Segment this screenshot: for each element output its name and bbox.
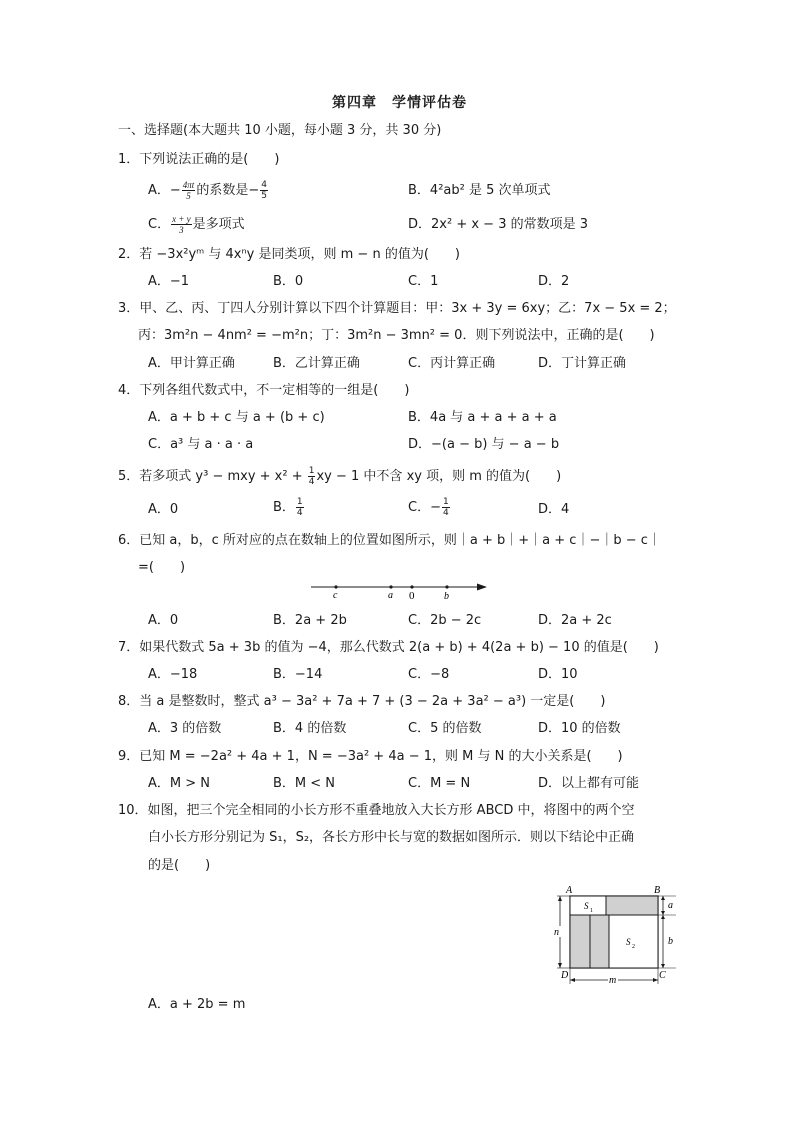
q9-option-a: A．M > N bbox=[148, 776, 210, 791]
q4-stem: 4．下列各组代数式中，不一定相等的一组是( ) bbox=[118, 383, 410, 398]
q4-option-a: A．a + b + c 与 a + (b + c) bbox=[148, 410, 325, 425]
q6-stem-line1: 6．已知 a，b，c 所对应的点在数轴上的位置如图所示，则｜a + b｜+｜a + c｜−｜b − c｜ bbox=[118, 533, 661, 548]
q5-option-a: A．0 bbox=[148, 502, 179, 517]
q8-option-b: B．4 的倍数 bbox=[273, 721, 347, 736]
section-heading: 一、选择题(本大题共 10 小题，每小题 3 分，共 30 分) bbox=[118, 123, 442, 138]
q1-option-d: D．2x² + x − 3 的常数项是 3 bbox=[408, 217, 589, 232]
q3-option-a: A．甲计算正确 bbox=[148, 356, 235, 371]
q8-stem: 8．当 a 是整数时，整式 a³ − 3a² + 7a + 7 + (3 − 2a + 3a² − a³) 一定是( ) bbox=[118, 694, 606, 709]
point-a-label: a bbox=[388, 590, 393, 601]
q2-option-a: A．−1 bbox=[148, 274, 190, 289]
q9-option-c: C．M = N bbox=[408, 776, 471, 791]
q1-option-c: C． $\frac{x + y}{3}$ 是多项式 bbox=[148, 214, 245, 235]
q10-stem-line3: 的是( ) bbox=[148, 858, 211, 873]
q3-stem-line1: 3．甲、乙、丙、丁四人分别计算以下四个计算题目：甲：3x + 3y = 6xy；乙：7x − 5x = 2； bbox=[118, 301, 676, 316]
number-line-figure bbox=[305, 578, 490, 604]
q2-stem: 2．若 −3x²yᵐ 与 4xⁿy 是同类项，则 m − n 的值为( ) bbox=[118, 247, 460, 262]
dim-m-label: m bbox=[609, 975, 617, 986]
dim-b-label: b bbox=[668, 936, 673, 947]
q9-option-b: B．M < N bbox=[273, 776, 336, 791]
s2-subscript: 2 bbox=[632, 944, 635, 950]
q4-option-d: D．−(a − b) 与 − a − b bbox=[408, 437, 560, 452]
q8-option-a: A．3 的倍数 bbox=[148, 721, 222, 736]
q6-option-a: A．0 bbox=[148, 613, 179, 628]
q10-option-a: A．a + 2b = m bbox=[148, 997, 246, 1012]
s1-label: S bbox=[584, 901, 589, 911]
q3-option-c: C．丙计算正确 bbox=[408, 356, 496, 371]
q7-option-b: B．−14 bbox=[273, 667, 323, 682]
q10-stem-line2: 白小长方形分别记为 S₁，S₂，各长方形中长与宽的数据如图所示．则以下结论中正确 bbox=[148, 830, 635, 845]
dim-n-label: n bbox=[554, 927, 559, 938]
q9-option-d: D．以上都有可能 bbox=[538, 776, 640, 791]
q5-option-b: B． $\frac{1}{4}$ bbox=[273, 497, 303, 518]
q7-option-d: D．10 bbox=[538, 667, 578, 682]
q6-option-b: B．2a + 2b bbox=[273, 613, 347, 628]
q2-option-b: B．0 bbox=[273, 274, 304, 289]
q7-option-a: A．−18 bbox=[148, 667, 198, 682]
q7-option-c: C．−8 bbox=[408, 667, 450, 682]
corner-b-label: B bbox=[654, 885, 661, 896]
corner-d-label: D bbox=[561, 970, 569, 981]
q1-stem: 1．下列说法正确的是( ) bbox=[118, 152, 280, 167]
s1-subscript: 1 bbox=[590, 908, 593, 914]
q2-option-c: C．1 bbox=[408, 274, 439, 289]
point-b-label: b bbox=[444, 591, 449, 602]
q4-option-c: C．a³ 与 a · a · a bbox=[148, 437, 254, 452]
q5-option-d: D．4 bbox=[538, 502, 570, 517]
origin-label: 0 bbox=[409, 590, 415, 602]
point-c-label: c bbox=[333, 590, 338, 601]
q8-option-c: C．5 的倍数 bbox=[408, 721, 482, 736]
q3-option-b: B．乙计算正确 bbox=[273, 356, 360, 371]
q1-option-a: A．− $\frac{4\pi t}{5}$ 的系数是− $\frac{4}{5}$ bbox=[148, 180, 267, 201]
q1-option-b: B．4²ab² 是 5 次单项式 bbox=[408, 183, 551, 198]
q8-option-d: D．10 的倍数 bbox=[538, 721, 621, 736]
q7-stem: 7．如果代数式 5a + 3b 的值为 −4，那么代数式 2(a + b) + 4(2a + b) − 10 的值是( ) bbox=[118, 640, 659, 655]
q9-stem: 9．已知 M = −2a² + 4a + 1，N = −3a² + 4a − 1，则 M 与 N 的大小关系是( ) bbox=[118, 749, 623, 764]
page-title: 第四章 学情评估卷 bbox=[332, 95, 467, 111]
q6-option-c: C．2b − 2c bbox=[408, 613, 482, 628]
q4-option-b: B．4a 与 a + a + a + a bbox=[408, 410, 557, 425]
q6-option-d: D．2a + 2c bbox=[538, 613, 612, 628]
q5-stem: 5．若多项式 y³ − mxy + x² + $\frac{1}{4}$ xy − 1 中不含 xy 项，则 m 的值为( ) bbox=[118, 466, 562, 487]
q3-option-d: D．丁计算正确 bbox=[538, 356, 627, 371]
dim-a-label: a bbox=[668, 900, 673, 911]
rectangle-abcd-figure bbox=[548, 882, 688, 988]
s2-label: S bbox=[626, 937, 631, 947]
q3-stem-line2: 丙：3m²n − 4nm² = −m²n；丁：3m²n − 3mn² = 0．则下列说法中，正确的是( ) bbox=[138, 328, 655, 343]
q6-stem-line2: =( ) bbox=[138, 560, 186, 575]
q2-option-d: D．2 bbox=[538, 274, 570, 289]
corner-a-label: A bbox=[566, 885, 573, 896]
corner-c-label: C bbox=[659, 970, 666, 981]
q5-option-c: C．− $\frac{1}{4}$ bbox=[408, 497, 449, 518]
q10-stem-line1: 10．如图，把三个完全相同的小长方形不重叠地放入大长方形 ABCD 中，将图中的两个空 bbox=[118, 803, 635, 818]
